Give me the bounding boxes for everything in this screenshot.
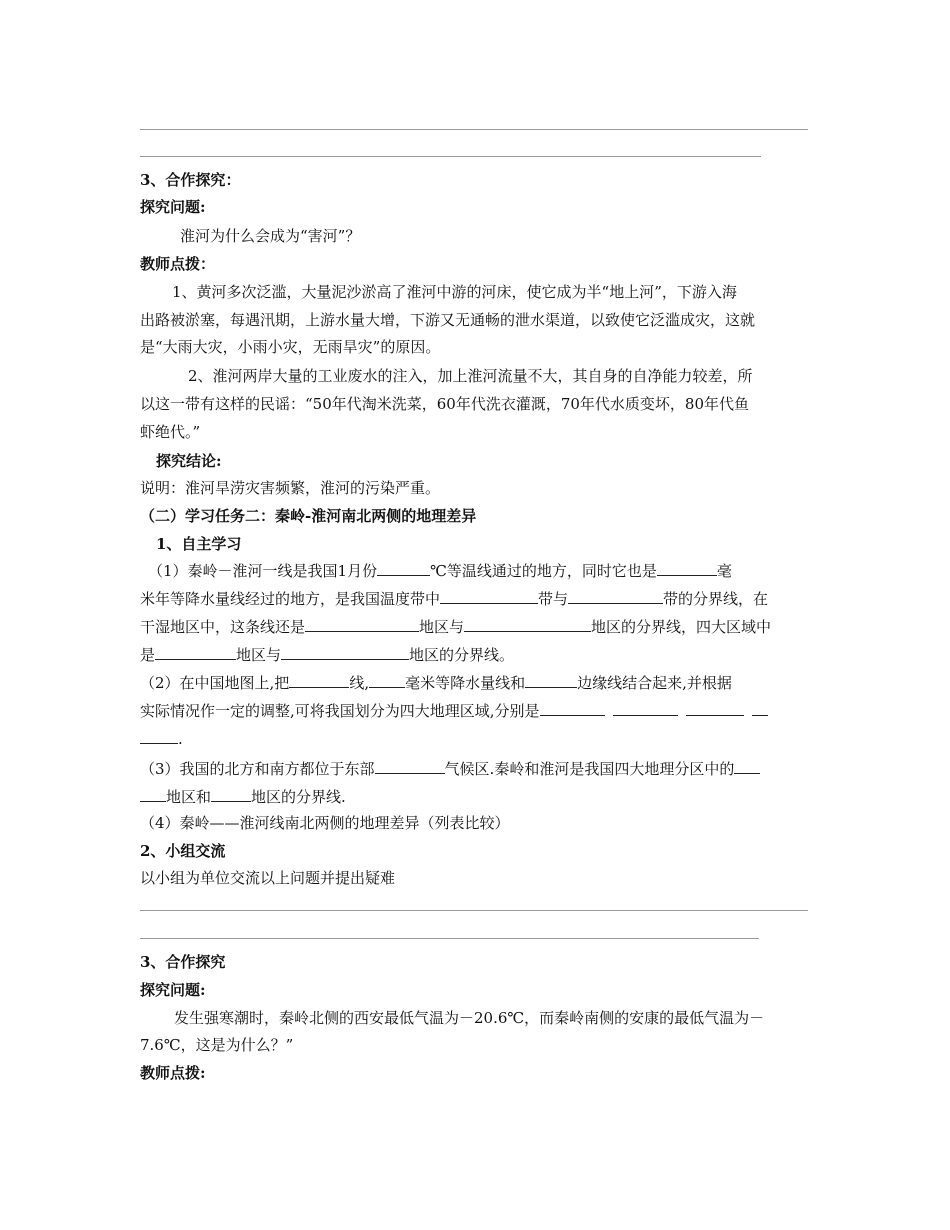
- exercise-text: 带的分界线，在: [663, 590, 769, 608]
- paragraph-line: 以这一带有这样的民谣：“50年代淘米洗菜，60年代洗衣灌溉，70年代水质变坏，80年代鱼: [140, 395, 750, 413]
- fill-blank[interactable]: [686, 701, 744, 716]
- fill-blank[interactable]: [613, 701, 678, 716]
- exercise-line: [140, 729, 183, 749]
- fill-blank[interactable]: [289, 673, 349, 688]
- paragraph-line: 出路被淤塞，每遇汛期，上游水量大增，下游又无通畅的泄水渠道，以致使它泛滥成灾，这就: [140, 311, 756, 329]
- paragraph-line: 1、黄河多次泛滥，大量泥沙淤高了淮河中游的河床，使它成为半“地上河”，下游入海: [172, 283, 737, 301]
- exercise-text: （2）在中国地图上,把: [140, 674, 290, 692]
- fill-blank[interactable]: [568, 589, 663, 604]
- fill-blank[interactable]: [155, 645, 236, 660]
- exercise-text: 地区与: [419, 618, 465, 636]
- paragraph-line: 虾绝代。”: [140, 423, 201, 441]
- question-label: 探究问题:: [140, 981, 206, 999]
- paragraph-line: 2、淮河两岸大量的工业废水的注入，加上淮河流量不大，其自身的自净能力较差，所: [188, 367, 753, 385]
- answer-line: [140, 156, 761, 157]
- paragraph-line: 发生强寒潮时，秦岭北侧的西安最低气温为－20.6℃，而秦岭南侧的安康的最低气温为－: [174, 1009, 765, 1027]
- fill-blank[interactable]: [377, 561, 430, 576]
- exercise-text: 地区的分界线。: [409, 646, 515, 664]
- group-text: 以小组为单位交流以上问题并提出疑难: [140, 869, 396, 887]
- fill-blank[interactable]: [440, 589, 538, 604]
- exercise-text: 干湿地区中，这条线还是: [140, 618, 306, 636]
- exercise-text: 是: [140, 646, 156, 664]
- exercise-line: [140, 617, 771, 637]
- paragraph-line: 是“大雨大灾，小雨小灾，无雨旱灾”的原因。: [140, 338, 441, 356]
- section-heading: 3、合作探究: [140, 953, 226, 971]
- subsection-heading: 1、自主学习: [156, 535, 242, 553]
- fill-blank[interactable]: [140, 729, 178, 744]
- exercise-text: 气候区.秦岭和淮河是我国四大地理分区中的: [444, 760, 735, 778]
- fill-blank[interactable]: [752, 701, 768, 716]
- exercise-line: [140, 759, 760, 779]
- fill-blank[interactable]: [657, 561, 717, 576]
- fill-blank[interactable]: [211, 787, 251, 802]
- teacher-label: 教师点拨:: [140, 1064, 206, 1082]
- exercise-line: [140, 645, 514, 665]
- exercise-text: 地区的分界线.: [251, 788, 346, 806]
- answer-line: [140, 938, 759, 939]
- fill-blank[interactable]: [375, 759, 445, 774]
- exercise-text: 地区的分界线，四大区域中: [591, 618, 772, 636]
- fill-blank[interactable]: [305, 617, 419, 632]
- exercise-text: 边缘线结合起来,并根据: [577, 674, 732, 692]
- subsection-heading: 2、小组交流: [140, 842, 226, 860]
- exercise-text: 毫: [716, 562, 732, 580]
- exercise-text: 实际情况作一定的调整,可将我国划分为四大地理区域,分别是: [140, 702, 540, 720]
- task-title: （二）学习任务二：秦岭-淮河南北两侧的地理差异: [140, 507, 477, 525]
- fill-blank[interactable]: [281, 645, 409, 660]
- section-heading: 3、合作探究：: [140, 171, 241, 189]
- conclusion-text: 说明：淮河旱涝灾害频繁，淮河的污染严重。: [140, 479, 441, 497]
- exercise-line: [140, 701, 768, 721]
- fill-blank[interactable]: [734, 759, 760, 774]
- exercise-text: （1）秦岭－淮河一线是我国1月份: [148, 562, 378, 580]
- exercise-line: [140, 787, 346, 807]
- question-label: 探究问题:: [140, 198, 206, 216]
- exercise-text: 带与: [538, 590, 569, 608]
- fill-blank[interactable]: [540, 701, 605, 716]
- teacher-label: 教师点拨：: [140, 255, 216, 273]
- fill-blank[interactable]: [369, 673, 405, 688]
- exercise-text: 地区与: [236, 646, 282, 664]
- exercise-line: [140, 589, 768, 609]
- exercise-line: [148, 561, 732, 581]
- fill-blank[interactable]: [464, 617, 591, 632]
- conclusion-label: 探究结论:: [156, 452, 222, 470]
- exercise-text: 毫米等降水量线和: [405, 674, 526, 692]
- paragraph-line: 7.6℃，这是为什么？”: [140, 1036, 294, 1054]
- exercise-text: 米年等降水量线经过的地方，是我国温度带中: [140, 590, 441, 608]
- exercise-text: 地区和: [166, 788, 212, 806]
- exercise-line: （4）秦岭——淮河线南北两侧的地理差异（列表比较）: [140, 814, 510, 832]
- exercise-text: （3）我国的北方和南方都位于东部: [140, 760, 375, 778]
- exercise-text: 线,: [349, 674, 370, 692]
- fill-blank[interactable]: [140, 787, 166, 802]
- question-text: 淮河为什么会成为“害河”？: [180, 227, 361, 245]
- exercise-text: .: [178, 730, 183, 748]
- answer-line: [140, 129, 808, 130]
- exercise-line: [140, 673, 732, 693]
- fill-blank[interactable]: [525, 673, 577, 688]
- answer-line: [140, 910, 808, 911]
- exercise-text: ℃等温线通过的地方，同时它也是: [430, 562, 657, 580]
